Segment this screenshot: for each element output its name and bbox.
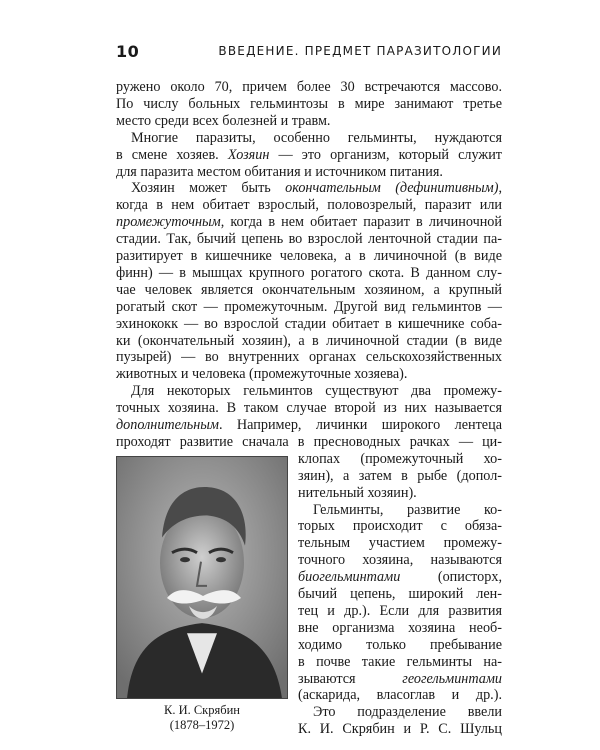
body-line: место среди всех болезней и травм.	[116, 112, 331, 129]
body-line: ходимо только пребывание	[298, 636, 502, 653]
caption-years: (1878–1972)	[169, 718, 235, 733]
body-line: финн) — в мышцах крупного рогатого скота. В данном слу-	[116, 264, 502, 281]
body-line: (аскарида, власоглав и др.).	[298, 687, 502, 704]
page-number: 10	[116, 42, 140, 61]
body-line: ружено около 70, причем более 30 встречаются массово.	[116, 79, 502, 95]
body-line: Гельминты, развитие ко-	[313, 501, 502, 518]
body-line: К. И. Скрябин и Р. С. Шульц	[298, 721, 502, 738]
term-biohelminths: биогельминтами	[298, 569, 401, 586]
body-line: проходят развитие сначала в пресноводных рачках — ци-	[116, 433, 502, 450]
body-line: торых происходит с обяза-	[298, 518, 502, 535]
body-line: нительный хозяин).	[298, 484, 417, 501]
term-intermediate-host: промежуточным	[116, 214, 221, 231]
body-line: Для некоторых гельминтов существуют два промежу-	[131, 383, 502, 400]
body-line: рогатый скот — промежуточным. Другой вид гельминтов —	[116, 298, 502, 315]
body-line: чае человек является окончательным хозяином, а крупный	[116, 281, 502, 298]
body-line: в смене хозяев. Хозяин — это организм, который служит	[116, 146, 502, 163]
body-line: в почве такие гельминты на-	[298, 653, 502, 670]
body-line: вне организма хозяина необ-	[298, 619, 502, 636]
body-line: эхинококк — во взрослой стадии обитает в кишечнике соба-	[116, 315, 502, 332]
body-line: промежуточным, когда в нем обитает паразит в личиночной	[116, 214, 502, 231]
body-line: клопах (промежуточный хо-	[298, 450, 502, 467]
term-host: Хозяин	[227, 146, 270, 163]
body-line: стадии. Так, бычий цепень во взрослой ленточной стадии па-	[116, 231, 502, 248]
body-line: тец и др.). Если для развития	[298, 602, 502, 619]
term-definitive-host: окончательным (дефинитивным)	[285, 180, 499, 197]
body-line: зываются геогельминтами	[298, 670, 502, 687]
caption-name: К. И. Скрябин	[163, 703, 240, 718]
body-line: Многие паразиты, особенно гельминты, нуждаются	[131, 129, 502, 146]
portrait-photo	[116, 456, 288, 700]
body-line: точных хозяина. В таком случае второй из них называется	[116, 400, 502, 417]
body-line: тельным участием промежу-	[298, 535, 502, 552]
body-line: бычий цепень, широкий лен-	[298, 586, 502, 602]
body-line: точного хозяина, называются	[298, 552, 502, 569]
body-line: для паразита местом обитания и источником питания.	[116, 163, 443, 180]
body-line: Это подразделение ввели	[313, 704, 502, 721]
term-geohelminths: геогельминтами	[402, 670, 502, 687]
body-line: Хозяин может быть окончательным (дефинитивным),	[131, 180, 502, 197]
body-line: пузырей) — во внутренних органах сельскохозяйственных	[116, 349, 502, 366]
body-line: зяин), а затем в рыбе (допол-	[298, 467, 502, 484]
body-line: разитирует в кишечнике человека, а в личиночной (в виде	[116, 248, 502, 264]
body-line: По числу больных гельминтозы в мире занимают третье	[116, 95, 502, 112]
body-line: биогельминтами (описторх,	[298, 569, 502, 586]
body-line: дополнительным. Например, личинки широкого лентеца	[116, 417, 502, 433]
body-line: ки (окончательный хозяин), а в личиночной стадии (в виде	[116, 332, 502, 349]
page-header	[116, 42, 502, 64]
body-line: когда в нем обитает взрослый, половозрелый, паразит или	[116, 197, 502, 214]
body-line: животных и человека (промежуточные хозяева).	[116, 366, 408, 383]
term-additional-host: дополнительным	[116, 417, 219, 433]
running-head: ВВЕДЕНИЕ. ПРЕДМЕТ ПАРАЗИТОЛОГИИ	[218, 44, 502, 58]
